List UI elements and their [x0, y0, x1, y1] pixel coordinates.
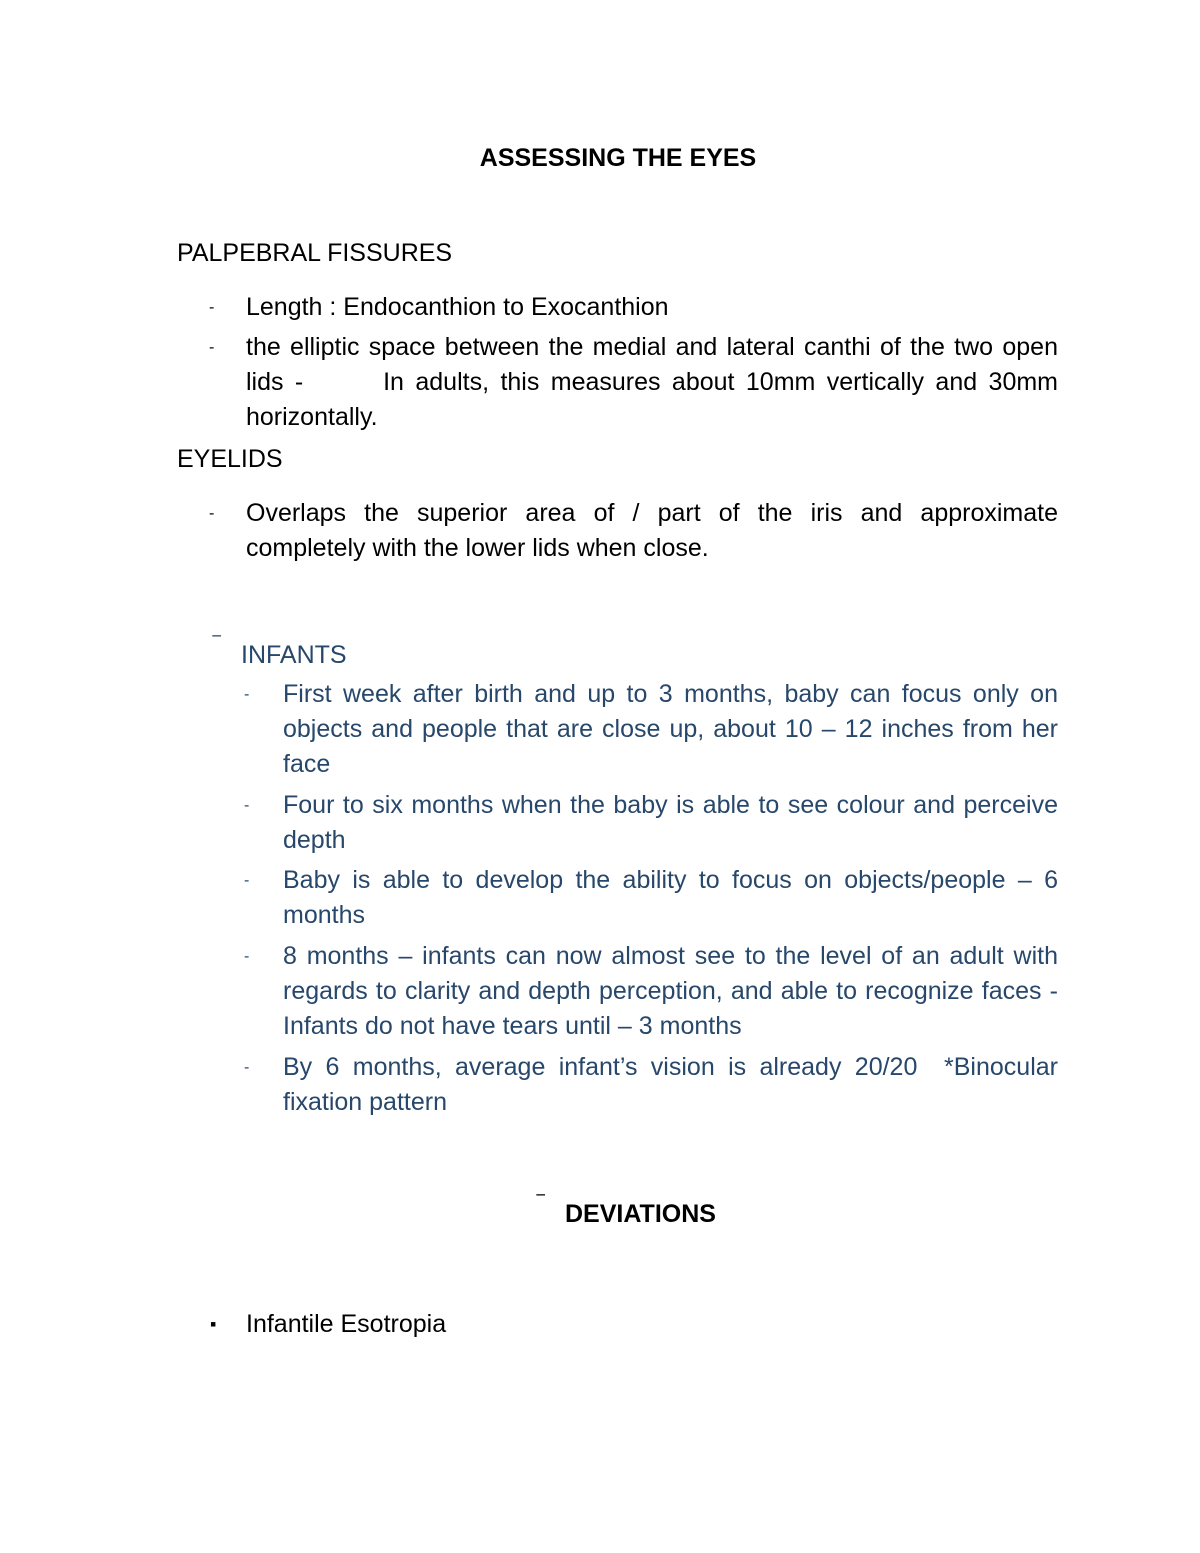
section-heading-eyelids: EYELIDS [177, 445, 283, 473]
list-item [210, 1306, 447, 1342]
dash-marker: - [244, 797, 250, 814]
dash-marker: - [209, 299, 215, 316]
dash-marker: - [209, 339, 215, 356]
list-item-text: Four to six months when the baby is able to see colour and perceive depth [283, 791, 1058, 854]
dash-marker: - [244, 1059, 250, 1076]
list-item-text: Length : Endocanthion to Exocanthion [246, 293, 669, 321]
section-dash-marker: ‾ [213, 633, 221, 658]
list-item-text: By 6 months, average infant’s vision is already 20/20 *Binocular fixation pattern [283, 1053, 1065, 1116]
list-item [244, 863, 1058, 933]
dash-marker: - [209, 505, 215, 522]
list-item-text: First week after birth and up to 3 months, baby can focus only on objects and people that are close up, about 10 – 12 inches from her face [283, 680, 1058, 778]
dash-marker: - [244, 872, 250, 889]
section-heading-infants [213, 633, 347, 673]
list-item [209, 290, 1058, 325]
section-heading-palpebral: PALPEBRAL FISSURES [177, 239, 453, 267]
list-item [209, 330, 1065, 435]
list-item [209, 496, 1058, 566]
list-item-text: the elliptic space between the medial and lateral canthi of the two open lids - In adults, this measures about 10mm vertically and 30mm horizontally. [246, 333, 1065, 431]
list-item [244, 939, 1058, 1044]
list-item [244, 788, 1058, 858]
section-heading-deviations-label: DEVIATIONS [565, 1200, 716, 1228]
list-item-text: 8 months – infants can now almost see to the level of an adult with regards to clarity and depth perception, and able to recognize faces - Infants do not have tears until – 3 months [283, 942, 1058, 1040]
list-item-text: Infantile Esotropia [246, 1310, 447, 1338]
list-item-text: Overlaps the superior area of / part of the iris and approximate completely with the lower lids when close. [246, 499, 1058, 562]
section-heading-deviations [537, 1192, 716, 1232]
section-dash-marker: ‾ [537, 1192, 545, 1217]
dash-marker: - [244, 686, 250, 703]
bullet-marker: ▪ [210, 1314, 217, 1334]
list-item-text: Baby is able to develop the ability to focus on objects/people – 6 months [283, 866, 1058, 929]
list-item [244, 1050, 1065, 1120]
list-item [244, 677, 1058, 782]
dash-marker: - [244, 948, 250, 965]
section-heading-infants-label: INFANTS [241, 641, 347, 669]
page-title: ASSESSING THE EYES [479, 144, 757, 172]
